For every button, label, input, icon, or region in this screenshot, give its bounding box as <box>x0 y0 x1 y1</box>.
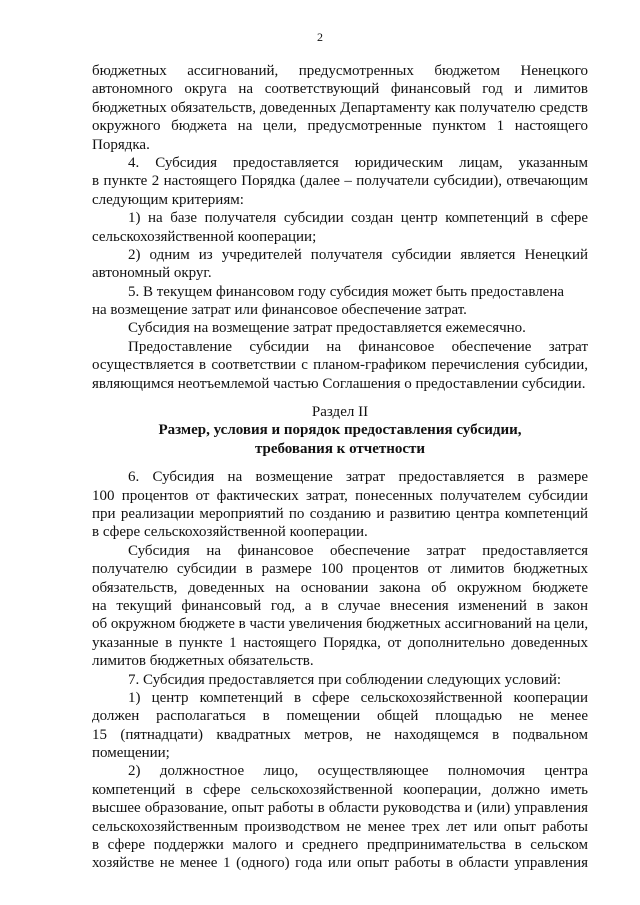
text-line: указанные в пункте 1 настоящего Порядка, от дополнительно доведенных <box>92 634 588 651</box>
text-line: 6. Субсидия на возмещение затрат предоставляется в размере <box>128 469 588 486</box>
text-line: хозяйстве не менее 1 (одного) года или опыт работы в области управления <box>92 855 588 872</box>
text-line: окружного бюджета на цели, предусмотренные пунктом 1 настоящего <box>92 118 588 135</box>
text-line: сельскохозяйственной кооперации; <box>92 228 317 245</box>
text-line: на возмещение затрат или финансовое обеспечение затрат. <box>92 302 467 319</box>
text-line: 2) должностное лицо, осуществляющее полномочия центра <box>128 763 588 780</box>
text-line: в сфере сельскохозяйственной кооперации. <box>92 524 368 541</box>
text-line: сельскохозяйственным производством не менее трех лет или опыт работы <box>92 818 588 835</box>
text-line: Предоставление субсидии на финансовое обеспечение затрат <box>128 338 588 355</box>
text-line: 4. Субсидия предоставляется юридическим лицам, указанным <box>128 154 588 171</box>
section-title: требования к отчетности <box>254 440 426 457</box>
text-line: осуществляется в соответствии с планом-графиком перечисления субсидии, <box>92 357 588 374</box>
text-line: в сфере поддержки малого и среднего предпринимательства в сельском <box>92 837 588 854</box>
text-line: 2) одним из учредителей получателя субсидии является Ненецкий <box>128 246 588 263</box>
text-line: автономного округа на соответствующий финансовый год и лимитов <box>92 81 588 98</box>
text-line: 7. Субсидия предоставляется при соблюдении следующих условий: <box>128 671 562 688</box>
text-line: 15 (пятнадцати) квадратных метров, не находящемся в подвальном <box>92 726 588 743</box>
text-line: 1) центр компетенций в сфере сельскохозяйственной кооперации <box>128 689 588 706</box>
text-line: в пункте 2 настоящего Порядка (далее – получатели субсидии), отвечающим <box>92 173 588 190</box>
text-line: Субсидия на финансовое обеспечение затрат предоставляется <box>128 542 588 559</box>
text-line: помещении; <box>92 745 170 762</box>
text-line: на текущий финансовый год, а в случае внесения изменений в закон <box>92 597 588 614</box>
text-line: компетенций в сфере сельскохозяйственной кооперации, должно иметь <box>92 781 588 798</box>
text-line: получателю субсидии в размере 100 процентов от лимитов бюджетных <box>92 561 588 578</box>
section-title: Размер, условия и порядок предоставления субсидии, <box>158 422 522 439</box>
text-line: при реализации мероприятий по созданию и развитию центра компетенций <box>92 505 588 522</box>
page-number: 2 <box>317 30 323 44</box>
text-line: лимитов бюджетных обязательств. <box>92 653 314 670</box>
document-body <box>92 62 588 873</box>
text-line: 5. В текущем финансовом году субсидия может быть предоставлена <box>128 283 565 300</box>
text-line: должен располагаться в помещении общей площадью не менее <box>92 708 588 725</box>
text-line: 1) на базе получателя субсидии создан центр компетенций в сфере <box>128 210 588 227</box>
text-line: высшее образование, опыт работы в области руководства и (или) управления <box>92 800 588 817</box>
text-line: бюджетных ассигнований, предусмотренных бюджетом Ненецкого <box>92 63 588 79</box>
text-line: Порядка. <box>92 136 150 153</box>
section-label: Раздел II <box>311 404 369 421</box>
text-line: обязательств, доведенных на основании закона об окружном бюджете <box>92 579 588 596</box>
text-line: об окружном бюджете в части увеличения бюджетных ассигнований на цели, <box>92 616 589 633</box>
text-line: Субсидия на возмещение затрат предоставляется ежемесячно. <box>128 320 526 337</box>
text-line: бюджетных обязательств, доведенных Департаменту как получателю средств <box>92 99 588 116</box>
text-line: следующим критериям: <box>92 191 244 208</box>
text-line: являющимся неотъемлемой частью Соглашения о предоставлении субсидии. <box>92 375 586 392</box>
text-line: 100 процентов от фактических затрат, понесенных получателем субсидии <box>92 487 588 504</box>
text-line: автономный округ. <box>92 265 212 282</box>
